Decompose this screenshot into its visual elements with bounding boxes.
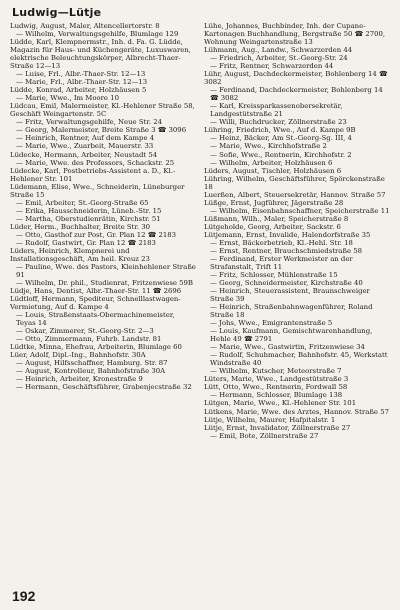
directory-entry: — Erika, Hausschneiderin, Lüneb.-Str. 15 [16, 206, 162, 215]
directory-entry: — Marie, Frl., Albr.-Thaer-Str. 12—13 [16, 78, 148, 87]
directory-entry: — Otto, Zimmermann, Fuhrb. Landstr. 81 [16, 335, 162, 344]
columns [10, 22, 390, 577]
directory-entry: — Georg, Schneidermeister, Kirchstraße 40 [210, 279, 363, 287]
directory-entry: Lüdtke, Minna, Ehefrau, Arbeiterin, Blumlage 60 [10, 343, 182, 352]
directory-entry: — Georg, Malermeister, Breite Straße 3 ☎ 3096 [16, 126, 187, 135]
directory-entry: — August, Hilfsschaffner, Hamburg. Str. 87 [16, 359, 168, 368]
directory-entry: — Wilhelm, Verwaltungsgehilfe, Blumlage 129 [16, 30, 179, 39]
directory-entry: Lüdje, Hans, Dentist, Albr.-Thaer-Str. 11 ☎ 2696 [10, 287, 182, 296]
directory-entry: Lütje, Wilhelm, Maurer, Hafpitalstr. 1 [204, 415, 336, 424]
directory-entry: — Rudolf, Gastwirt, Gr. Plan 12 ☎ 2183 [16, 238, 156, 247]
directory-entry: Luerßen, Albert, Steuersekretär, Hannov. Straße 57 [204, 190, 386, 199]
directory-entry: — Luise, Frl., Albr.-Thaer-Str. 12—13 [16, 70, 146, 79]
directory-entry: Lütt, Otto, Wwe., Rentnerin, Fordwall 58 [204, 383, 348, 392]
directory-entry: — Ferdinand, Dachdeckermeister, Bohlenberg 14 ☎ 3082 [210, 86, 383, 103]
directory-entry: — Hermann, Schlosser, Blumlage 138 [210, 391, 343, 400]
directory-entry: Lütgen, Marie, Wwe., Kl.-Hehlener Str. 101 [204, 399, 357, 408]
directory-entry: — Marie, Wwe., Im Moore 10 [16, 94, 119, 103]
directory-entry: — Wilhelm, Dr. phil., Studienrat, Fritzenwiese 59B [16, 279, 193, 287]
directory-entry: — Ernst, Rentner, Brauchschmiedstraße 58 [210, 246, 363, 255]
directory-entry: Lüdecke, Hermann, Arbeiter, Neustadt 54 [10, 150, 158, 159]
directory-entry: Lühe, Johannes, Buchbinder, Inh. der Cupane-Kartonagen Buchhandlung, Bergstraße 50 ☎ 2700, Wohnung Weingartenstraße 13 [204, 22, 386, 47]
directory-entry: Lüdemann, Elise, Wwe., Schneiderin, Lüneburger Straße 15 [10, 182, 185, 199]
directory-entry: Lütje, Ernst, Invalidator, Zöllnerstraße 27 [204, 423, 351, 432]
directory-entry: — Wilhelm, Eisenbahnschaffner, Speicherstraße 11 [210, 206, 390, 215]
directory-entry: — Heinrich, Arbeiter, Kronestraße 9 [16, 375, 143, 384]
directory-entry: — Karl, Kreissparkassenobersekretär, Landgestütstraße 21 [210, 102, 343, 119]
directory-entry: Lüdtloff, Hermann, Spediteur, Schnelllastwagen-Vermietung, Auf d. Kampe 4 [10, 295, 181, 312]
directory-entry: Lüdcau, Emil, Malermeister, Kl.-Hehlener Straße 58, Geschäft Weingartenstr. 5C [10, 102, 195, 119]
directory-entry: — Louis, Straßenstaats-Obermachinemeister, Teyas 14 [16, 311, 175, 328]
directory-entry: Lütjemann, Ernst, Invalide, Halendorfstraße 35 [204, 230, 371, 239]
directory-entry: Lühmann, Aug., Landw., Schwarzerden 44 [204, 46, 353, 55]
directory-entry: Lühring, Wilhelm, Geschäftsführer, Spörckenstraße 18 [204, 174, 385, 191]
right-column [204, 22, 390, 577]
directory-entry: — Pauline, Wwe. des Pastors, Kleinhehlener Straße 91 [16, 262, 196, 279]
directory-entry: — Heinrich, Straßenbahnwagenführer, Roland Straße 18 [210, 303, 373, 320]
directory-entry: — Rudolf, Schuhmacher, Bahnhofstr. 45, Werkstatt Windstraße 40 [210, 351, 388, 368]
directory-entry: — Emil, Bote, Zöllnerstraße 27 [210, 431, 319, 440]
directory-entry: — Louis, Kaufmann, Gemischtwarenhandlung, Hehle 49 ☎ 2791 [210, 327, 373, 344]
directory-entry: — Wilhelm, Arbeiter, Holzhäusen 6 [210, 158, 333, 167]
directory-entry: — Sofie, Wwe., Rentnerin, Kirchhofstr. 2 [210, 150, 352, 159]
directory-entry: — Martha, Oberstudienrätin, Kirchstr. 51 [16, 214, 161, 223]
directory-entry: — Otto, Gasthof zur Post, Gr. Plan 12 ☎ 2183 [16, 230, 177, 239]
directory-entry: Lüders, Heinrich, Klempnerei und Installationsgeschäft, Am heil. Kreuz 23 [10, 246, 150, 263]
directory-entry: — Heinrich, Steuerassistent, Braunschweiger Straße 39 [210, 287, 370, 304]
directory-entry: Lüdde, Konrad, Arbeiter, Holzhäusen 5 [10, 86, 147, 95]
page-number: 192 [12, 588, 36, 604]
directory-entry: — Johs, Wwe., Emigrantenstraße 5 [210, 319, 333, 328]
directory-entry: — Ferdinand, Erster Werkmeister an der Strafanstalt, Trift 11 [210, 254, 353, 271]
directory-entry: Lühr, August, Dachdeckermeister, Bohlenberg 14 ☎ 3082 [204, 70, 388, 87]
directory-entry: — Fritz, Rentner, Schwarzerden 44 [210, 62, 334, 71]
left-column [10, 22, 196, 577]
directory-entry: — Oskar, Zimmerer, St.-Georg-Str. 2—3 [16, 327, 154, 336]
directory-entry: Lüdde, Karl, Klempnermstr., Inh. d. Fa. G. Lüdde, Magazin für Haus- und Küchengeräte, Luxuswaren, elektrische Beleuchtungskörper, Albrecht-Thaer-Straße 12—13 [10, 38, 191, 71]
directory-entry: Lüßmann, Wilh., Maler, Speicherstraße 8 [204, 214, 349, 223]
directory-entry: — Fritz, Schlosser, Mühlenstraße 15 [210, 270, 338, 279]
directory-entry: Lühring, Friedrich, Wwe., Auf d. Kampe 9B [204, 126, 356, 135]
directory-entry: — Heinrich, Rentner, Auf dem Kampe 4 [16, 134, 155, 143]
directory-entry: — Wilhelm, Kutscher, Meteorstraße 7 [210, 367, 342, 376]
directory-entry: Lütgeholde, Georg, Arbeiter, Sackstr. 6 [204, 222, 341, 231]
directory-entry: — Emil, Arbeiter, St.-Georg-Straße 65 [16, 198, 149, 207]
directory-entry: — August, Kontrolleur, Bahnhofstraße 30A [16, 367, 166, 376]
directory-entry: Lüdecke, Karl, Postbetriebs-Assistent a. D., Kl.-Hehlener Str. 101 [10, 166, 176, 183]
directory-entry: — Marie, Wwe., Kirchhofstraße 2 [210, 142, 327, 151]
directory-entry: — Marie, Wwe., Gastwirtin, Fritzenwiese 34 [210, 343, 365, 352]
directory-entry: — Marie, Wwe., Zuarbeit, Mauerstr. 33 [16, 142, 154, 151]
directory-entry: — Fritz, Verwaltungsgehilfe, Neue Str. 24 [16, 118, 162, 127]
directory-entry: — Hermann, Geschäftsführer, Grabenjecstraße 32 [16, 383, 192, 392]
directory-entry: Lütkens, Marie, Wwe. des Arztes, Hannov. Straße 57 [204, 407, 389, 416]
directory-entry: — Heinz, Bäcker, Am St.-Georg-Sg. III, 4 [210, 134, 352, 143]
directory-entry: — Ernst, Bäckerbetrieb, Kl.-Hehl. Str. 18 [210, 238, 353, 247]
directory-entry: Lüters, Marie, Wwe., Landgestütstraße 3 [204, 375, 349, 384]
directory-entry: Lüders, August, Tischler, Holzhäusen 6 [204, 166, 342, 175]
page-header: Ludwig—Lütje [12, 6, 102, 19]
directory-entry: Lüer, Adolf, Dipl.-Ing., Bahnhofstr. 30A [10, 351, 146, 360]
directory-entry: Lüder, Herm., Buchhalter, Breite Str. 30 [10, 222, 151, 231]
directory-entry: — Willi, Buchdrucker, Zöllnerstraße 23 [210, 118, 347, 127]
directory-entry: Lüßge, Ernst, Jugführer, Jägerstraße 28 [204, 198, 344, 207]
directory-entry: Ludwig, August, Maler, Altencellertorstr. 8 [10, 22, 160, 30]
directory-entry: — Marie, Wwe. des Professors, Schackstr. 25 [16, 158, 175, 167]
directory-entry: — Friedrich, Arbeiter, St.-Georg-Str. 24 [210, 54, 348, 63]
